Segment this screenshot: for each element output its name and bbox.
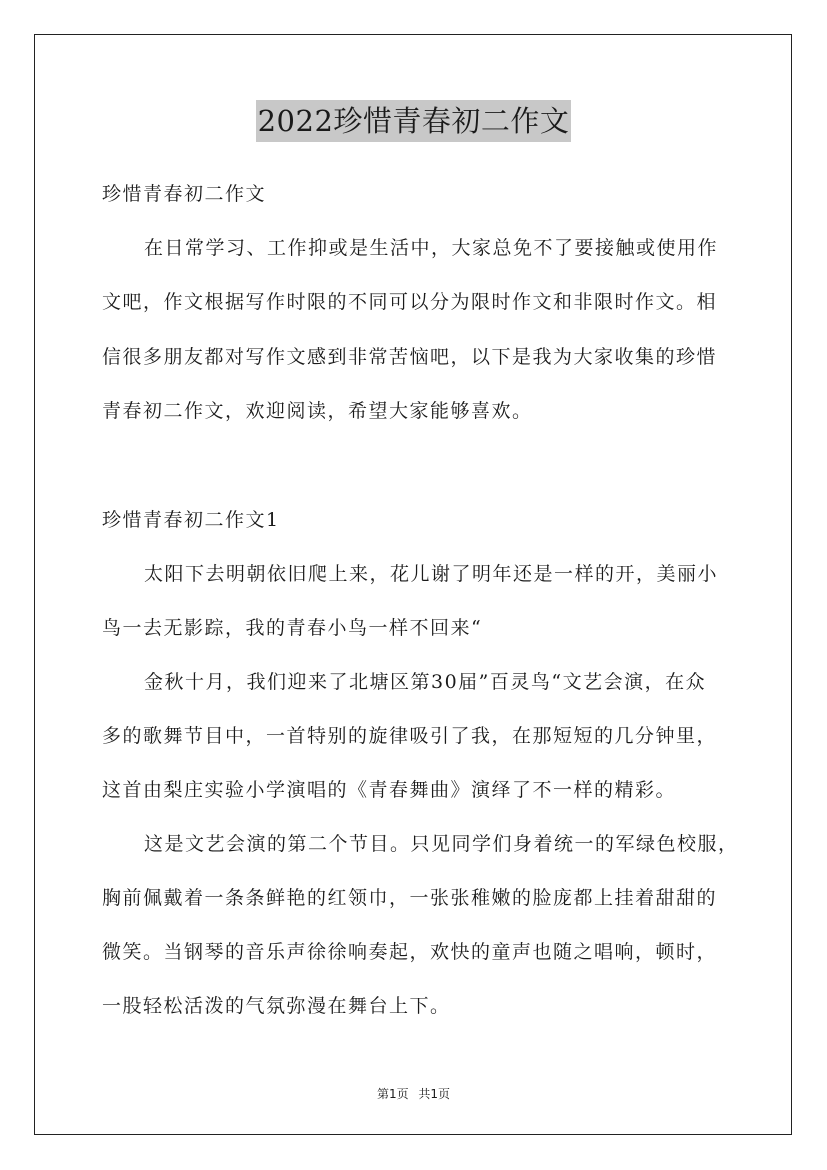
paragraph-line: 信很多朋友都对写作文感到非常苦恼吧，以下是我为大家收集的珍惜 — [102, 346, 718, 368]
paragraph-line: 这首由梨庄实验小学演唱的《青春舞曲》演绎了不一样的精彩。 — [102, 779, 677, 801]
paragraph-line: 一股轻松活泼的气氛弥漫在舞台上下。 — [102, 995, 451, 1017]
page-total: 共1页 — [418, 1087, 451, 1101]
paragraph-line: 文吧，作文根据写作时限的不同可以分为限时作文和非限时作文。相 — [102, 291, 718, 313]
paragraph-line: 青春初二作文，欢迎阅读，希望大家能够喜欢。 — [102, 400, 533, 422]
paragraph-line: 在日常学习、工作抑或是生活中，大家总免不了要接触或使用作 — [144, 237, 719, 259]
paragraph-line: 这是文艺会演的第二个节目。只见同学们身着统一的军绿色校服， — [144, 833, 739, 855]
title-container — [0, 100, 827, 142]
paragraph-line: 多的歌舞节目中，一首特别的旋律吸引了我，在那短短的几分钟里， — [102, 725, 718, 747]
paragraph-line: 太阳下去明朝依旧爬上来，花儿谢了明年还是一样的开，美丽小 — [144, 563, 719, 585]
paragraph-line: 鸟一去无影踪，我的青春小鸟一样不回来“ — [102, 617, 483, 639]
paragraph-line: 金秋十月，我们迎来了北塘区第30届”百灵鸟“文艺会演，在众 — [144, 671, 707, 693]
page-number: 第1页 — [376, 1087, 409, 1101]
document-title: 2022珍惜青春初二作文 — [256, 100, 572, 142]
section-heading: 珍惜青春初二作文1 — [102, 509, 280, 531]
page-footer — [0, 1085, 827, 1102]
paragraph-line: 微笑。当钢琴的音乐声徐徐响奏起，欢快的童声也随之唱响，顿时， — [102, 941, 718, 963]
intro-heading: 珍惜青春初二作文 — [102, 183, 267, 205]
paragraph-line: 胸前佩戴着一条条鲜艳的红领巾，一张张稚嫩的脸庞都上挂着甜甜的 — [102, 887, 718, 909]
